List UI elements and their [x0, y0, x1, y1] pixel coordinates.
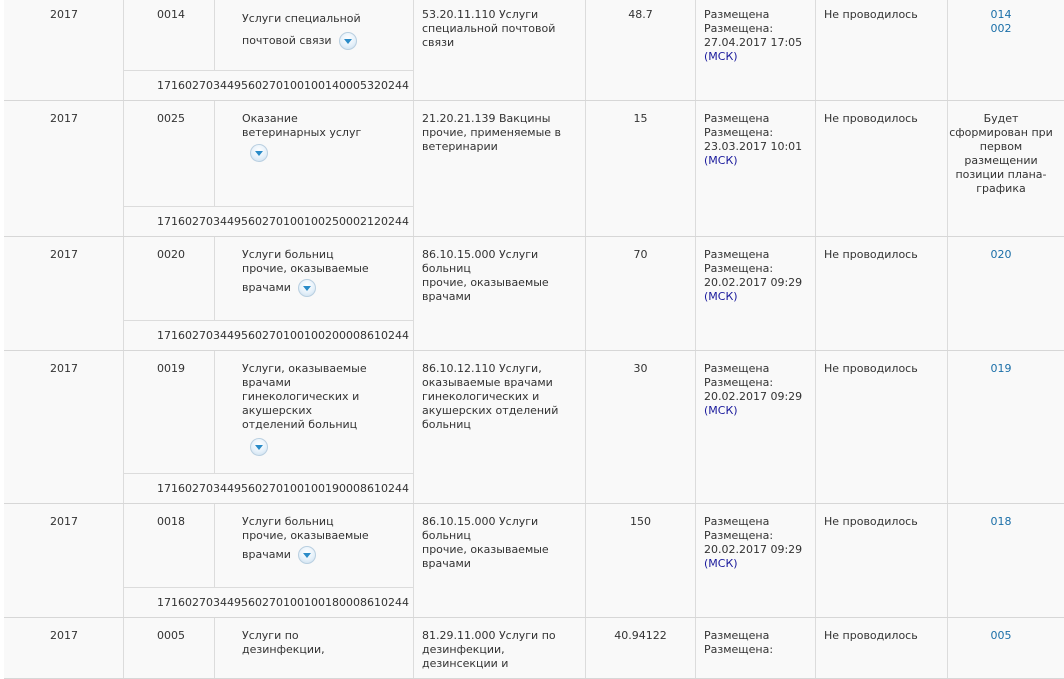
status-cell: [696, 101, 816, 236]
position-name-line: Оказание: [242, 112, 298, 125]
position-name-line: Услуги больниц: [242, 515, 334, 528]
status-date: 20.02.2017 09:29: [704, 543, 803, 556]
expand-details-icon[interactable]: [298, 546, 316, 564]
plan-position-link[interactable]: 020: [990, 248, 1012, 261]
plan-position-link[interactable]: 005: [990, 629, 1012, 642]
position-name: [214, 504, 414, 587]
position-name-line: акушерских: [242, 404, 313, 417]
okpd-line: больниц: [422, 418, 471, 431]
position-name-line: дезинфекции,: [242, 643, 325, 656]
discussion-cell: Не проводилось: [816, 101, 948, 236]
status-cell: [696, 351, 816, 503]
sum-cell: 150: [586, 504, 696, 617]
status-line: Размещена: [704, 8, 770, 21]
okpd-line: 86.10.12.110 Услуги,: [422, 362, 542, 375]
expand-details-icon[interactable]: [250, 144, 268, 162]
plan-link-note: первом: [979, 140, 1023, 153]
okpd-line: гинекологических и: [422, 390, 540, 403]
okpd-cell: [414, 504, 586, 617]
okpd-line: 86.10.15.000 Услуги больниц: [422, 515, 539, 542]
position-name-line: отделений больниц: [242, 418, 358, 431]
status-cell: [696, 0, 816, 100]
sum-cell: 30: [586, 351, 696, 503]
position-name: [214, 237, 414, 320]
status-line: Размещена: [704, 362, 770, 375]
discussion-cell: Не проводилось: [816, 504, 948, 617]
position-cell: [124, 101, 414, 236]
position-number: 0025: [157, 112, 185, 125]
position-name-line: гинекологических и: [242, 390, 360, 403]
ikz-code: 171602703449560270100100250002120244: [124, 206, 413, 236]
position-cell: [124, 0, 414, 100]
position-number: 0018: [157, 515, 185, 528]
okpd-line: врачами: [422, 290, 471, 303]
table-row: [4, 504, 1064, 618]
year-cell: [4, 237, 124, 350]
okpd-cell: [414, 0, 586, 100]
status-date: 23.03.2017 10:01: [704, 140, 803, 153]
timezone-label: (МСК): [704, 404, 738, 417]
position-name-line: почтовой связи: [242, 34, 332, 47]
plan-position-link[interactable]: 018: [990, 515, 1012, 528]
discussion-cell: Не проводилось: [816, 618, 948, 678]
okpd-line: прочие, оказываемые: [422, 276, 549, 289]
plan-link-cell: [948, 504, 1064, 617]
ikz-code: 171602703449560270100100200008610244: [124, 320, 413, 350]
expand-details-icon[interactable]: [339, 32, 357, 50]
plan-link-cell: [948, 101, 1064, 236]
year-value: 2017: [50, 629, 78, 642]
discussion-cell: Не проводилось: [816, 237, 948, 350]
status-date: 20.02.2017 09:29: [704, 276, 803, 289]
expand-details-icon[interactable]: [298, 279, 316, 297]
okpd-line: прочие, оказываемые: [422, 543, 549, 556]
plan-link-cell: [948, 237, 1064, 350]
plan-link-cell: [948, 0, 1064, 100]
position-name-line: прочие, оказываемые: [242, 262, 369, 275]
position-name-line: врачами: [242, 281, 291, 294]
status-line: Размещена:: [704, 376, 774, 389]
position-cell: [124, 237, 414, 350]
discussion-cell: Не проводилось: [816, 351, 948, 503]
okpd-line: ветеринарии: [422, 140, 498, 153]
plan-position-link[interactable]: 014: [990, 8, 1012, 21]
table-row: [4, 0, 1064, 101]
year-cell: [4, 618, 124, 678]
position-name: [214, 618, 414, 678]
okpd-line: 86.10.15.000 Услуги больниц: [422, 248, 539, 275]
plan-link-note: сформирован при: [949, 126, 1053, 139]
okpd-cell: [414, 351, 586, 503]
okpd-cell: [414, 101, 586, 236]
position-name-line: Услуги, оказываемые: [242, 362, 367, 375]
okpd-line: оказываемые врачами: [422, 376, 553, 389]
sum-cell: 48.7: [586, 0, 696, 100]
okpd-cell: [414, 618, 586, 678]
position-cell: [124, 504, 414, 617]
timezone-label: (МСК): [704, 290, 738, 303]
plan-link-note: Будет: [983, 112, 1019, 125]
plan-link-note: размещении: [964, 154, 1038, 167]
position-number: 0005: [157, 629, 185, 642]
status-line: Размещена: [704, 248, 770, 261]
expand-wrapper: [242, 438, 414, 456]
position-name-line: Услуги больниц: [242, 248, 334, 261]
position-name-line-with-toggle: [242, 276, 414, 300]
position-number: 0020: [157, 248, 185, 261]
table-row: [4, 237, 1064, 351]
position-cell: [124, 618, 414, 678]
position-name-line: Услуги по: [242, 629, 299, 642]
okpd-line: 21.20.21.139 Вакцины: [422, 112, 551, 125]
status-cell: [696, 504, 816, 617]
year-cell: [4, 101, 124, 236]
position-name-line-with-toggle: [242, 543, 414, 567]
status-date: 27.04.2017 17:05: [704, 36, 803, 49]
sum-cell: 40.94122: [586, 618, 696, 678]
year-value: 2017: [50, 8, 78, 21]
plan-position-link[interactable]: 019: [990, 362, 1012, 375]
okpd-line: 81.29.11.000 Услуги по: [422, 629, 556, 642]
okpd-line: дезинфекции, дезинсекции и: [422, 643, 509, 670]
table-row: [4, 101, 1064, 237]
position-name-line: прочие, оказываемые: [242, 529, 369, 542]
position-number: 0019: [157, 362, 185, 375]
year-cell: [4, 504, 124, 617]
position-number: 0014: [157, 8, 185, 21]
status-date: 20.02.2017 09:29: [704, 390, 803, 403]
status-line: Размещена:: [704, 22, 774, 35]
okpd-line: врачами: [422, 557, 471, 570]
table-row: [4, 351, 1064, 504]
position-name-line: Услуги специальной: [242, 12, 361, 25]
status-line: Размещена:: [704, 529, 774, 542]
position-name: [214, 101, 414, 206]
ikz-code: 171602703449560270100100140005320244: [124, 70, 413, 100]
position-name: [214, 351, 414, 473]
position-name: [214, 0, 414, 70]
position-name-line: врачами: [242, 548, 291, 561]
expand-details-icon[interactable]: [250, 438, 268, 456]
plan-position-link[interactable]: 002: [990, 22, 1012, 35]
year-value: 2017: [50, 112, 78, 125]
okpd-line: акушерских отделений: [422, 404, 559, 417]
timezone-label: (МСК): [704, 50, 738, 63]
plan-link-note: позиции плана-: [955, 168, 1047, 181]
plan-link-note: графика: [976, 182, 1026, 195]
plan-link-cell: [948, 351, 1064, 503]
year-value: 2017: [50, 248, 78, 261]
okpd-line: прочие, применяемые в: [422, 126, 562, 139]
ikz-code: 171602703449560270100100190008610244: [124, 473, 413, 503]
sum-cell: 15: [586, 101, 696, 236]
timezone-label: (МСК): [704, 154, 738, 167]
status-cell: [696, 237, 816, 350]
okpd-line: специальной почтовой связи: [422, 22, 556, 49]
status-cell: [696, 618, 816, 678]
status-line: Размещена: [704, 112, 770, 125]
position-cell: [124, 351, 414, 503]
status-line: Размещена:: [704, 643, 774, 656]
okpd-cell: [414, 237, 586, 350]
year-value: 2017: [50, 515, 78, 528]
okpd-line: 53.20.11.110 Услуги: [422, 8, 539, 21]
expand-wrapper: [242, 144, 414, 162]
position-name-line-with-toggle: [242, 30, 414, 52]
plan-link-cell: [948, 618, 1064, 678]
status-line: Размещена:: [704, 126, 774, 139]
status-line: Размещена: [704, 515, 770, 528]
year-cell: [4, 351, 124, 503]
position-name-line: врачами: [242, 376, 291, 389]
table-row: [4, 618, 1064, 679]
sum-cell: 70: [586, 237, 696, 350]
timezone-label: (МСК): [704, 557, 738, 570]
status-line: Размещена:: [704, 262, 774, 275]
year-value: 2017: [50, 362, 78, 375]
position-name-line: ветеринарных услуг: [242, 126, 362, 139]
status-line: Размещена: [704, 629, 770, 642]
ikz-code: 171602703449560270100100180008610244: [124, 587, 413, 617]
positions-table: [4, 0, 1064, 679]
year-cell: [4, 0, 124, 100]
discussion-cell: Не проводилось: [816, 0, 948, 100]
